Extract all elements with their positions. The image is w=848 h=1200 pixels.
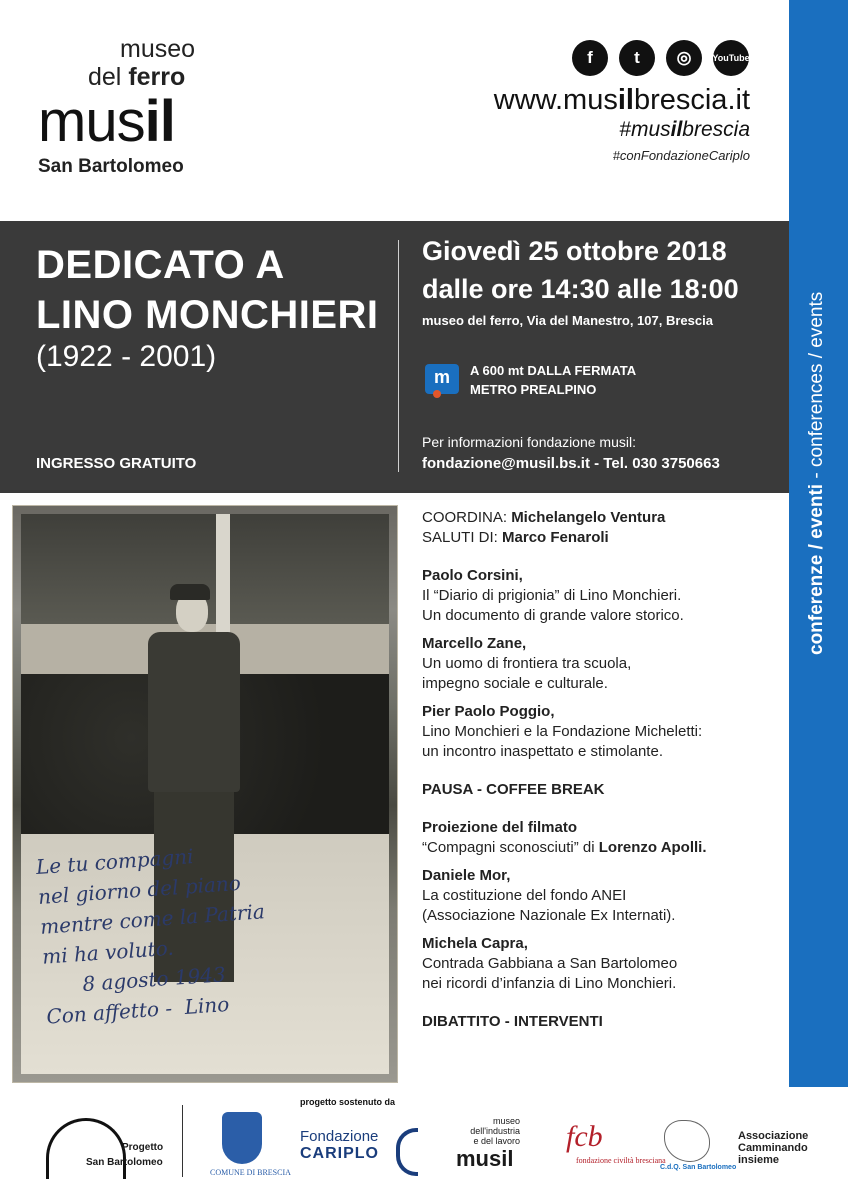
youtube-icon[interactable] xyxy=(713,40,749,76)
film-desc-text: “Compagni sconosciuti” di xyxy=(422,839,599,856)
musil-footer-wordmark: musil xyxy=(456,1146,514,1171)
metro-stop-name: METRO PREALPINO xyxy=(470,382,597,397)
speaker-talk-line: Lino Monchieri e la Fondazione Micheletti: xyxy=(422,723,703,740)
cariplo-mark-icon xyxy=(396,1128,418,1176)
fondazione-cariplo-logo xyxy=(300,1128,420,1168)
comune-brescia-logo xyxy=(210,1108,291,1188)
hashtag-musilbrescia xyxy=(619,118,750,142)
pause-label: PAUSA - COFFEE BREAK xyxy=(422,781,605,798)
photo-dedication-handwriting: Le tu compagni nel giorno del piano mentre come la Patria mi ha voluto. 8 agosto 1943 Con affetto - Lino xyxy=(35,844,266,1029)
film-title: Proiezione del filmato xyxy=(422,819,578,836)
speaker-talk-line: nei ricordi d’infanzia di Lino Monchieri. xyxy=(422,975,677,992)
film-author: Lorenzo Apolli. xyxy=(598,839,707,856)
fcb-mark: fcb xyxy=(566,1120,603,1153)
coordinator-name: Michelangelo Ventura xyxy=(511,509,666,526)
speaker-block xyxy=(422,634,782,694)
speaker-talk-line: La costituzione del fondo ANEI xyxy=(422,887,627,904)
speaker-name: Daniele Mor, xyxy=(422,867,511,884)
metro-distance: A 600 mt DALLA FERMATA xyxy=(470,363,637,378)
event-program xyxy=(422,508,782,1032)
speaker-name: Marcello Zane, xyxy=(422,635,527,652)
cariplo-line-1: Fondazione xyxy=(300,1128,379,1145)
fcb-logo xyxy=(560,1120,666,1180)
logo-subtitle: San Bartolomeo xyxy=(38,156,184,177)
hashtag-part-3: brescia xyxy=(682,118,750,141)
category-label-en: - conferences / events xyxy=(806,291,827,484)
debate-label: DIBATTITO - INTERVENTI xyxy=(422,1013,603,1030)
hashtag-cariplo: #conFondazioneCariplo xyxy=(612,148,750,163)
hashtag-part-1: #mus xyxy=(619,118,671,141)
footer-divider xyxy=(182,1105,183,1177)
logo-il-text: il xyxy=(144,89,175,154)
comune-label: COMUNE DI BRESCIA xyxy=(210,1168,291,1177)
logo-ferro-text: ferro xyxy=(128,63,186,91)
san-logo-line-2: San Bartolomeo xyxy=(86,1157,163,1168)
speaker-name: Paolo Corsini, xyxy=(422,567,523,584)
sponsor-note: progetto sostenuto da xyxy=(300,1097,395,1107)
speaker-name: Pier Paolo Poggio, xyxy=(422,703,555,720)
speaker-talk-line: Un documento di grande valore storico. xyxy=(422,607,684,624)
speaker-block xyxy=(422,934,782,994)
musil-footer-line-1: museo xyxy=(492,1116,520,1126)
historical-photo xyxy=(12,505,398,1083)
logo-mus-text: mus xyxy=(38,89,145,154)
musil-industria-logo xyxy=(456,1116,546,1176)
title-line-1: DEDICATO A xyxy=(36,243,285,287)
city-crest-icon xyxy=(222,1112,262,1164)
soldier-cap xyxy=(170,584,210,600)
twitter-icon[interactable]: t xyxy=(619,40,655,76)
website-url[interactable] xyxy=(494,84,750,117)
cdq-san-bartolomeo-logo xyxy=(658,1118,737,1178)
url-part-3: brescia.it xyxy=(633,84,750,116)
speaker-talk-line: Il “Diario di prigionia” di Lino Monchieri. xyxy=(422,587,682,604)
free-entry-label: INGRESSO GRATUITO xyxy=(36,455,197,472)
camminando-insieme-logo xyxy=(738,1130,828,1180)
social-icons xyxy=(572,40,749,76)
url-part-2: il xyxy=(617,84,634,116)
progetto-san-bartolomeo-logo xyxy=(40,1110,170,1180)
category-label-it: conferenze / eventi xyxy=(806,483,827,655)
facebook-icon[interactable]: f xyxy=(572,40,608,76)
category-side-label xyxy=(806,292,828,655)
speaker-talk-line: un incontro inaspettato e stimolante. xyxy=(422,743,663,760)
assoc-line-1: Associazione xyxy=(738,1130,809,1142)
youtube-icon-top: You xyxy=(712,52,729,63)
cdq-label: C.d.Q. San Bartolomeo xyxy=(660,1164,737,1171)
band-divider xyxy=(398,240,399,472)
event-time: dalle ore 14:30 alle 18:00 xyxy=(422,274,739,304)
instagram-icon[interactable]: ◎ xyxy=(666,40,702,76)
greetings-name: Marco Fenaroli xyxy=(502,529,609,546)
speaker-block xyxy=(422,702,782,762)
district-map-icon xyxy=(664,1120,710,1162)
photo-card xyxy=(21,514,389,1074)
program-coordinator xyxy=(422,508,782,528)
event-date: Giovedì 25 ottobre 2018 xyxy=(422,236,727,266)
speaker-talk-line: impegno sociale e culturale. xyxy=(422,675,608,692)
speaker-name: Michela Capra, xyxy=(422,935,528,952)
film-block xyxy=(422,818,782,858)
assoc-line-3: insieme xyxy=(738,1154,779,1166)
metro-icon-dot xyxy=(433,390,441,398)
event-address: museo del ferro, Via del Manestro, 107, Brescia xyxy=(422,313,713,328)
info-label: Per informazioni fondazione musil: xyxy=(422,434,636,450)
speaker-block xyxy=(422,566,782,626)
coordinator-label: COORDINA: xyxy=(422,509,512,526)
bridge-arch-icon xyxy=(46,1118,126,1179)
event-title xyxy=(36,240,379,340)
san-logo-line-1: Progetto xyxy=(122,1142,164,1153)
metro-icon: m xyxy=(425,364,459,394)
info-contact[interactable]: fondazione@musil.bs.it - Tel. 030 3750663 xyxy=(422,455,720,472)
url-part-1: www.mus xyxy=(493,84,618,116)
title-line-2: LINO MONCHIERI xyxy=(36,293,379,337)
speaker-talk-line: Contrada Gabbiana a San Bartolomeo xyxy=(422,955,678,972)
logo-del-ferro-text xyxy=(88,64,185,90)
soldier-body xyxy=(148,632,240,792)
youtube-icon-bottom: Tube xyxy=(728,52,750,63)
event-years: (1922 - 2001) xyxy=(36,340,217,373)
fcb-label: fondazione civiltà bresciana xyxy=(576,1156,666,1165)
cariplo-line-2: CARIPLO xyxy=(300,1145,379,1162)
speaker-block xyxy=(422,866,782,926)
assoc-line-2: Camminando xyxy=(738,1142,808,1154)
logo-del-text: del xyxy=(88,63,129,91)
program-greetings xyxy=(422,528,782,548)
logo-museo-text: museo xyxy=(120,35,196,63)
film-description xyxy=(422,838,782,858)
musil-footer-line-3: e del lavoro xyxy=(473,1136,520,1146)
speaker-talk-line: (Associazione Nazionale Ex Internati). xyxy=(422,907,676,924)
speaker-talk-line: Un uomo di frontiera tra scuola, xyxy=(422,655,632,672)
musil-footer-line-2: dell'industria xyxy=(470,1126,520,1136)
hashtag-part-2: il xyxy=(670,118,683,141)
greetings-label: SALUTI DI: xyxy=(422,529,503,546)
logo-musil-wordmark xyxy=(38,89,175,154)
